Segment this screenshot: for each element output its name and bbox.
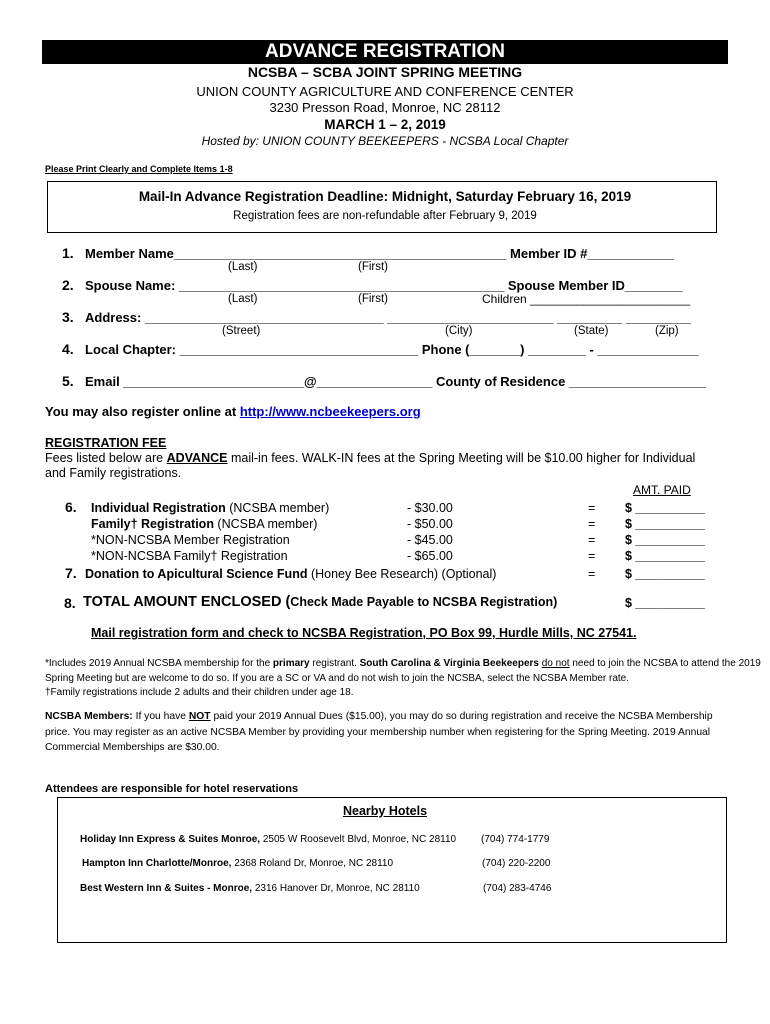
fee-intro-text: mail-in fees. WALK-IN fees at the Spring Meeting will be $10.00 higher for Individual [227,451,696,465]
total-row [83,594,557,610]
online-text: You may also register online at [45,404,240,419]
venue: UNION COUNTY AGRICULTURE AND CONFERENCE CENTER [196,84,574,99]
note-line-1 [45,656,761,671]
online-register [45,404,421,419]
member-name-field[interactable]: Member Name______________________________________________ Member ID #____________ [85,246,675,261]
hotel-phone: (704) 220-2200 [482,858,551,869]
fee-row-label: Individual Registration [91,501,226,515]
hotel-name: Hampton Inn Charlotte/Monroe, [82,858,232,869]
members-note-lead: NCSBA Members: [45,711,133,722]
amount-field[interactable]: $ __________ [625,501,705,515]
amount-field[interactable]: $ __________ [625,533,705,547]
hotel-responsibility: Attendees are responsible for hotel reservations [45,783,299,795]
fee-equals: = [588,501,596,515]
hotels-box [57,797,727,943]
hotel-address: 2316 Hanover Dr, Monroe, NC 28110 [252,883,420,894]
fee-row-note: *NON-NCSBA Family† Registration [91,549,288,563]
refund-note: Registration fees are non-refundable after February 9, 2019 [233,210,537,222]
members-note-line-1 [45,711,713,722]
members-note-text: paid your 2019 Annual Dues ($15.00), you may do so during registration and receive the NCSBA Membership [210,711,713,722]
field-7-number: 7. [65,565,77,581]
members-note-line-2: price. You may register as an active NCSBA Member by providing your membership number when registering for the Spring Meeting. 2019 Annual [45,727,711,738]
field-5-number: 5. [62,373,74,389]
total-amount-field[interactable]: $ __________ [625,596,705,610]
note-do-not: do not [541,658,570,669]
hint-city: (City) [445,325,473,337]
hotel-item [80,883,420,894]
note-text: *Includes 2019 Annual NCSBA membership for the [45,658,273,669]
hotel-phone: (704) 774-1779 [481,834,550,845]
children-field[interactable]: Children ________________________ [482,292,691,306]
donation-note: (Honey Bee Research) (Optional) [307,567,497,581]
fee-equals: = [588,567,596,581]
fee-row [91,517,317,531]
page-title: ADVANCE REGISTRATION [42,40,728,64]
mail-to: Mail registration form and check to NCSBA Registration, PO Box 99, Hurdle Mills, NC 27541. [91,626,637,640]
fee-row [91,549,288,563]
hosted-by: Hosted by: UNION COUNTY BEEKEEPERS - NCSBA Local Chapter [201,134,569,148]
address-field[interactable]: Address: _________________________________ _______________________ _________ _________ [85,310,691,325]
note-text: need to join the NCSBA to attend the 2019 [569,658,761,669]
field-8-number: 8. [64,595,76,611]
fee-price: - $30.00 [407,501,453,515]
donation-amount-field[interactable]: $ __________ [625,567,705,581]
fee-equals: = [588,549,596,563]
hotel-item [82,858,393,869]
hint-zip: (Zip) [655,325,679,337]
total-label: TOTAL AMOUNT ENCLOSED ( [83,594,291,610]
field-4-number: 4. [62,341,74,357]
hint-last: (Last) [228,261,258,273]
hotel-phone: (704) 283-4746 [483,883,552,894]
members-note-line-3: Commercial Memberships are $30.00. [45,742,220,753]
fee-row-note: *NON-NCSBA Member Registration [91,533,290,547]
total-note: Check Made Payable to NCSBA Registration) [290,595,558,609]
amount-field[interactable]: $ __________ [625,549,705,563]
fee-row-note: (NCSBA member) [213,517,318,531]
fee-row-label: Family† Registration [91,517,214,531]
field-1-number: 1. [62,245,74,261]
field-2-number: 2. [62,277,74,293]
fee-heading: REGISTRATION FEE [45,436,167,450]
donation-label: Donation to Apicultural Science Fund [85,567,308,581]
hotel-name: Holiday Inn Express & Suites Monroe, [80,834,261,845]
fee-row [91,533,290,547]
note-primary: primary [272,658,310,669]
meeting-dates: MARCH 1 – 2, 2019 [324,117,446,132]
donation-row [85,567,496,581]
hotel-name: Best Western Inn & Suites - Monroe, [80,883,253,894]
local-chapter-field[interactable]: Local Chapter: _________________________________ Phone (_______) ________ - ______________ [85,342,699,357]
note-scva: South Carolina & Virginia Beekeepers [359,658,539,669]
deadline-text: Mail-In Advance Registration Deadline: Midnight, Saturday February 16, 2019 [138,189,632,204]
amt-paid-header: AMT. PAID [633,483,691,497]
venue-address: 3230 Presson Road, Monroe, NC 28112 [269,100,501,115]
fee-price: - $65.00 [407,549,453,563]
note-line-2: Spring Meeting but are welcome to do so. If you are a SC or VA and do not wish to join the NCSBA, select the NCSBA Member rate. [45,673,629,684]
fee-intro-text: Fees listed below are [45,451,167,465]
fee-intro-line2: and Family registrations. [45,466,182,480]
hint-street: (Street) [222,325,261,337]
hint-last: (Last) [228,293,258,305]
spouse-name-field[interactable]: Spouse Name: _____________________________________________ Spouse Member ID________ [85,278,683,293]
members-note-text: If you have [132,711,189,722]
amount-field[interactable]: $ __________ [625,517,705,531]
website-link[interactable]: http://www.ncbeekeepers.org [239,404,421,419]
fee-price: - $45.00 [407,533,453,547]
fee-price: - $50.00 [407,517,453,531]
field-3-number: 3. [62,309,74,325]
note-line-3: †Family registrations include 2 adults and their children under age 18. [45,687,354,698]
fee-row-note: (NCSBA member) [225,501,330,515]
hotels-heading: Nearby Hotels [342,804,428,818]
hint-state: (State) [574,325,609,337]
hint-first: (First) [358,293,389,305]
print-instruction: Please Print Clearly and Complete Items 1-8 [45,164,233,174]
hotel-address: 2368 Roland Dr, Monroe, NC 28110 [231,858,394,869]
fee-intro [45,451,695,465]
note-text: registrant. [309,658,360,669]
advance-word: ADVANCE [166,451,228,465]
fee-equals: = [588,517,596,531]
hotel-address: 2505 W Roosevelt Blvd, Monroe, NC 28110 [260,834,457,845]
meeting-name: NCSBA – SCBA JOINT SPRING MEETING [247,64,523,80]
fee-equals: = [588,533,596,547]
field-6-number: 6. [65,499,77,515]
hint-first: (First) [358,261,389,273]
members-note-not: NOT [188,711,211,722]
hotel-item [80,834,456,845]
fee-row [91,501,329,515]
email-field[interactable]: Email _________________________@________________ County of Residence ___________________ [85,374,707,389]
